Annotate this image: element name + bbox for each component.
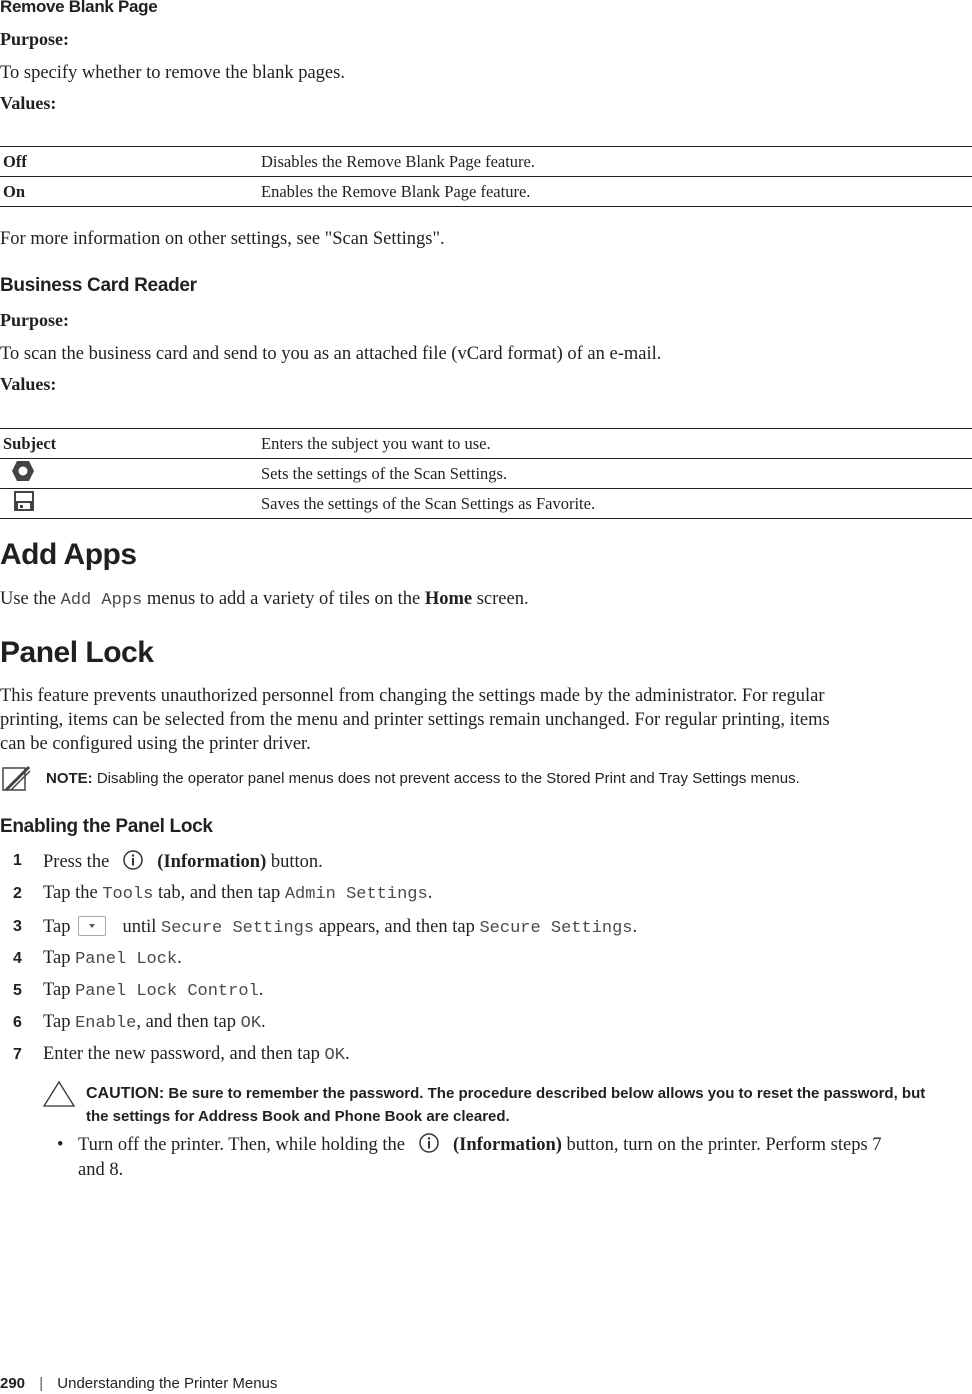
caution-body: Be sure to remember the password. The procedure described below allows you to reset the password, but: [164, 1085, 926, 1102]
step-text: appears, and then tap: [314, 917, 480, 937]
code-secure-settings: Secure Settings: [479, 919, 633, 938]
panel-lock-paragraph-line-1: This feature prevents unauthorized personnel from changing the settings made by the administrator. For regular: [0, 686, 825, 706]
step-text: Tap: [43, 948, 76, 968]
step-text: .: [258, 980, 264, 1000]
section-heading-enabling-panel-lock: Enabling the Panel Lock: [0, 816, 213, 837]
bullet-fragment: button, turn on the printer. Perform steps 7: [561, 1135, 882, 1155]
step-number: 7: [13, 1046, 22, 1063]
step-text: Enter the new password, and then tap: [43, 1044, 325, 1064]
page-number: 290: [0, 1375, 26, 1392]
table-row: [0, 459, 972, 489]
information-icon: [123, 850, 143, 870]
step-4: [43, 948, 182, 969]
code-admin-settings: Admin Settings: [284, 885, 428, 904]
bullet-text-line-2: and 8.: [78, 1160, 124, 1180]
caution-body-line-2: the settings for Address Book and Phone Book are cleared.: [86, 1108, 510, 1125]
table-row: [0, 429, 972, 459]
step-number: 5: [13, 982, 22, 999]
values-label: Values:: [0, 374, 57, 394]
step-5: [43, 980, 263, 1001]
table-row: [0, 147, 972, 177]
chapter-title: Understanding the Printer Menus: [57, 1375, 278, 1392]
value-description: Enters the subject you want to use.: [261, 429, 972, 459]
note-text: [46, 770, 800, 787]
information-icon: [419, 1133, 439, 1153]
step-text: , and then tap: [136, 1012, 241, 1032]
business-card-values-table: [0, 428, 972, 519]
step-text: Press the: [43, 852, 110, 872]
page-footer: [0, 1375, 277, 1392]
value-description: Enables the Remove Blank Page feature.: [261, 177, 972, 207]
step-number: 1: [13, 852, 22, 869]
value-key: Subject: [0, 429, 261, 459]
gear-icon: [11, 460, 35, 487]
value-key: [0, 489, 261, 519]
bullet-marker: •: [57, 1135, 64, 1155]
code-secure-settings: Secure Settings: [161, 919, 315, 938]
save-icon: [13, 490, 35, 517]
bold-home: Home: [424, 589, 473, 609]
code-panel-lock-control: Panel Lock Control: [75, 982, 259, 1001]
code-ok: OK: [324, 1046, 345, 1065]
step-3: [43, 916, 637, 938]
section-heading-business-card-reader: Business Card Reader: [0, 275, 197, 296]
section-heading-add-apps: Add Apps: [0, 538, 137, 571]
value-key: On: [0, 177, 261, 207]
purpose-text: To specify whether to remove the blank pages.: [0, 63, 345, 83]
value-key: Off: [0, 147, 261, 177]
step-text: Tap: [43, 1012, 76, 1032]
table-row: [0, 489, 972, 519]
step-6: [43, 1012, 266, 1033]
bullet-bold: (Information): [452, 1135, 562, 1155]
value-description: Sets the settings of the Scan Settings.: [261, 459, 972, 489]
purpose-label: Purpose:: [0, 29, 69, 49]
note-pencil-icon: [2, 764, 32, 799]
caution-label: CAUTION:: [86, 1085, 165, 1102]
code-ok: OK: [240, 1014, 262, 1033]
footer-separator: |: [39, 1375, 44, 1392]
caution-text: [86, 1082, 925, 1128]
note-body: Disabling the operator panel menus does not prevent access to the Stored Print and Tray Settings menus.: [92, 770, 800, 787]
panel-lock-paragraph-line-3: can be configured using the printer driver.: [0, 734, 311, 754]
section-heading-panel-lock: Panel Lock: [0, 636, 154, 669]
remove-blank-values-table: [0, 146, 972, 207]
step-text: .: [261, 1012, 266, 1032]
bullet-fragment: Turn off the printer. Then, while holding the: [78, 1135, 405, 1155]
step-text: .: [344, 1044, 350, 1064]
panel-lock-paragraph-line-2: printing, items can be selected from the menu and printer settings remain unchanged. For regular printing, items: [0, 710, 830, 730]
code-add-apps: Add Apps: [60, 591, 143, 610]
value-key: [0, 459, 261, 489]
section-heading-remove-blank-page: Remove Blank Page: [0, 0, 158, 16]
step-7: [43, 1044, 350, 1065]
step-2: [43, 883, 432, 904]
table-row: [0, 177, 972, 207]
bullet-text: [78, 1133, 882, 1157]
step-number: 4: [13, 950, 22, 967]
more-info-text: For more information on other settings, see "Scan Settings".: [0, 229, 445, 249]
text-fragment: Use the: [0, 589, 61, 609]
values-label: Values:: [0, 93, 57, 113]
step-text: .: [177, 948, 182, 968]
note-label: NOTE:: [46, 770, 93, 787]
value-description: Saves the settings of the Scan Settings as Favorite.: [261, 489, 972, 519]
step-text: .: [632, 917, 638, 937]
step-bold: (Information): [157, 852, 267, 872]
step-text: Tap: [43, 917, 71, 937]
code-enable: Enable: [75, 1014, 137, 1033]
value-description: Disables the Remove Blank Page feature.: [261, 147, 972, 177]
code-tools: Tools: [102, 885, 154, 904]
step-number: 3: [13, 918, 22, 935]
purpose-label: Purpose:: [0, 310, 69, 330]
purpose-text: To scan the business card and send to you as an attached file (vCard format) of an e-mail.: [0, 344, 662, 364]
code-panel-lock: Panel Lock: [75, 950, 178, 969]
text-fragment: menus to add a variety of tiles on the: [142, 589, 425, 609]
step-text: .: [427, 883, 433, 903]
step-number: 6: [13, 1014, 22, 1031]
add-apps-text: [0, 587, 529, 613]
text-fragment: screen.: [472, 589, 529, 609]
scroll-down-button-icon: [78, 916, 106, 936]
caution-triangle-icon: [42, 1080, 76, 1113]
step-text: Tap: [43, 980, 76, 1000]
step-text: tab, and then tap: [153, 883, 285, 903]
step-text: Tap the: [43, 883, 103, 903]
step-number: 2: [13, 885, 22, 902]
step-1: [43, 850, 323, 873]
step-text: until: [122, 917, 162, 937]
step-text: button.: [266, 852, 323, 872]
